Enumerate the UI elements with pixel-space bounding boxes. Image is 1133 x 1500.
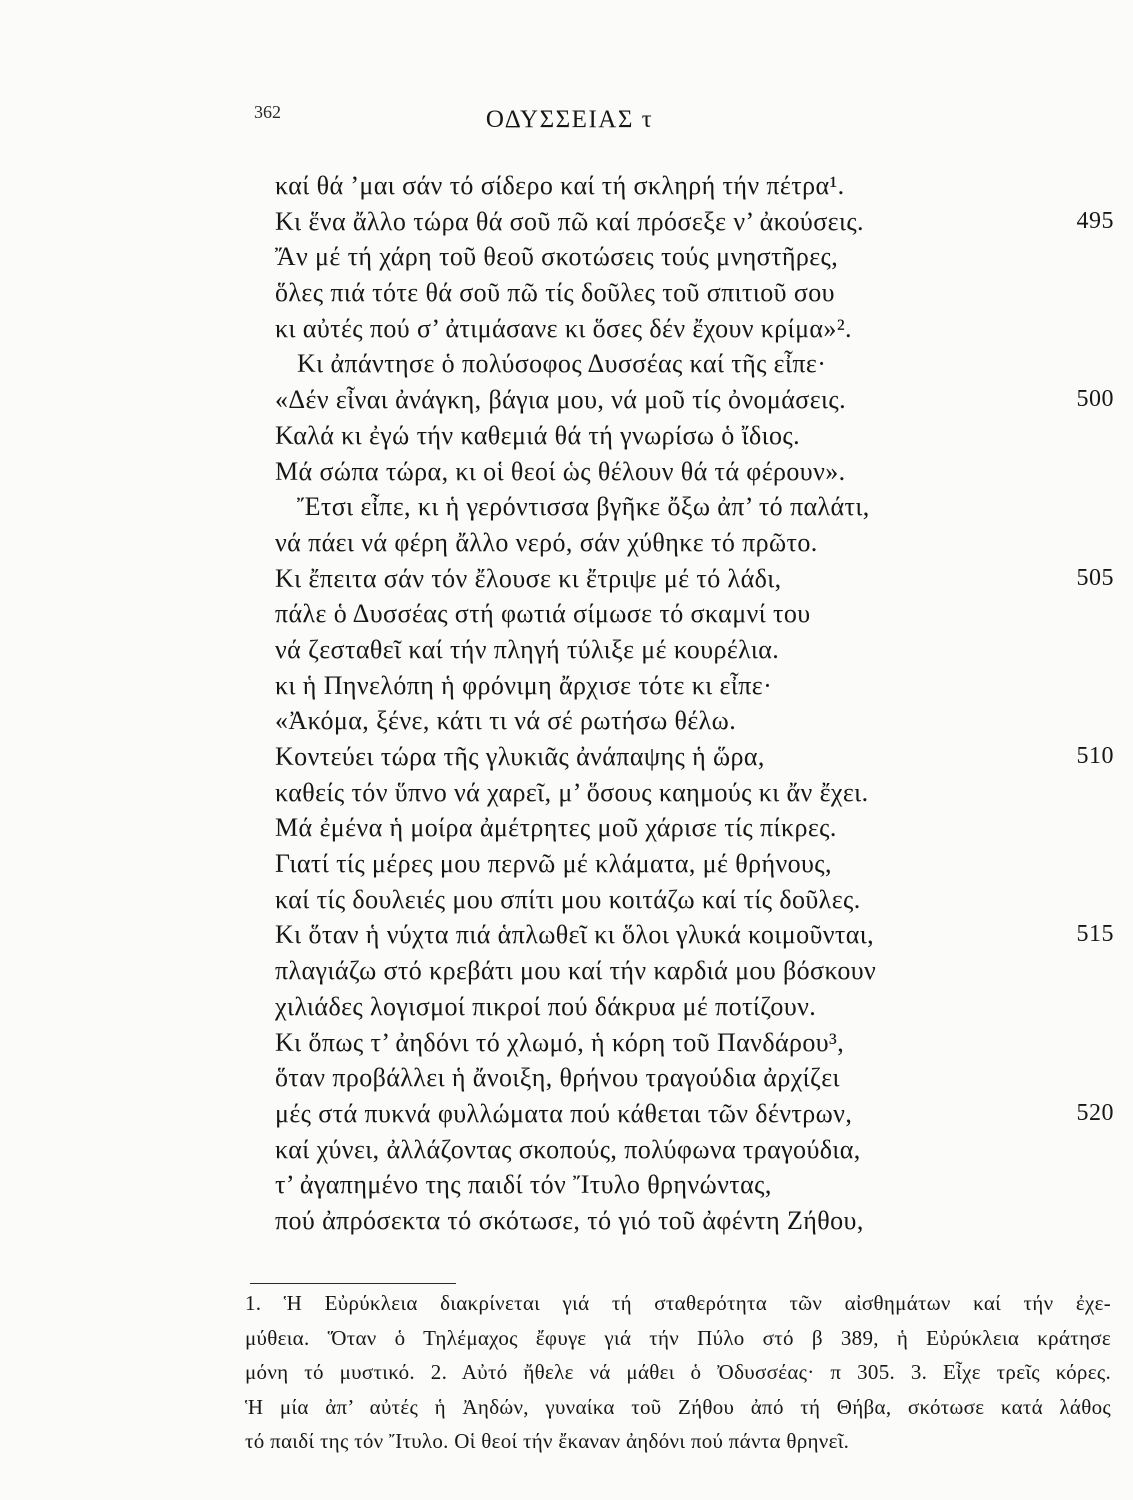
verse-line xyxy=(0,1060,1133,1096)
line-number: 505 xyxy=(1076,564,1114,591)
verse-line xyxy=(0,775,1133,811)
verse-line xyxy=(0,953,1133,989)
verse-text: Κι ἔπειτα σάν τόν ἔλουσε κι ἔτριψε μέ τό λάδι, xyxy=(275,563,782,593)
verse-line xyxy=(0,382,1133,418)
verse-text: κι ἡ Πηνελόπη ἡ φρόνιμη ἄρχισε τότε κι εἶπε· xyxy=(275,670,773,700)
verse-text: Κοντεύει τώρα τῆς γλυκιᾶς ἀνάπαψης ἡ ὥρα, xyxy=(275,742,765,771)
verse-text: ὅταν προβάλλει ἡ ἄνοιξη, θρήνου τραγούδια ἀρχίζει xyxy=(275,1063,840,1093)
verse-text: Κι ὅπως τ’ ἀηδόνι τό χλωμό, ἡ κόρη τοῦ Πανδάρου³, xyxy=(275,1027,845,1057)
verse-text: Καλά κι ἐγώ τήν καθεμιά θά τή γνωρίσω ὁ ἴδιος. xyxy=(275,420,801,450)
verse-text: καί θά ’μαι σάν τό σίδερο καί τή σκληρή τήν πέτρα¹. xyxy=(275,171,845,200)
verse-text: χιλιάδες λογισμοί πικροί πού δάκρυα μέ ποτίζουν. xyxy=(275,991,817,1021)
verse-line xyxy=(0,846,1133,882)
verse-text: καί τίς δουλειές μου σπίτι μου κοιτάζω καί τίς δοῦλες. xyxy=(275,884,861,914)
line-number: 515 xyxy=(1076,921,1114,948)
verse-line xyxy=(0,810,1133,846)
verse-text: Ἄν μέ τή χάρη τοῦ θεοῦ σκοτώσεις τούς μνηστῆρες, xyxy=(275,242,839,272)
verse-line xyxy=(0,239,1133,275)
verse-line xyxy=(0,668,1133,704)
footnote-line: 1. Ἡ Εὐρύκλεια διακρίνεται γιά τή σταθερότητα τῶν αἰσθημάτων καί τήν ἐχε- xyxy=(245,1291,1111,1315)
verse-text: κι αὐτές πού σ’ ἀτιμάσανε κι ὅσες δέν ἔχουν κρίμα»². xyxy=(275,313,852,343)
verse-text: καί χύνει, ἀλλάζοντας σκοπούς, πολύφωνα τραγούδια, xyxy=(275,1134,861,1164)
verse-line xyxy=(0,882,1133,918)
verse-line xyxy=(0,739,1133,775)
verse-line xyxy=(0,275,1133,311)
verse-text: νά πάει νά φέρη ἄλλο νερό, σάν χύθηκε τό πρῶτο. xyxy=(275,527,818,557)
verse-text: πλαγιάζω στό κρεβάτι μου καί τήν καρδιά μου βόσκουν xyxy=(275,956,877,986)
verse-text: πάλε ὁ Δυσσέας στή φωτιά σίμωσε τό σκαμνί του xyxy=(275,599,811,629)
footnote-line: μόνη τό μυστικό. 2. Αὐτό ἤθελε νά μάθει ὁ Ὀδυσσέας· π 305. 3. Εἶχε τρεῖς κόρες. xyxy=(245,1360,1111,1384)
verse-text: Κι ὅταν ἡ νύχτα πιά ἁπλωθεῖ κι ὅλοι γλυκά κοιμοῦνται, xyxy=(275,920,875,950)
footnote-separator xyxy=(250,1283,456,1284)
verse-text: καθείς τόν ὕπνο νά χαρεῖ, μ’ ὅσους καημούς κι ἄν ἔχει. xyxy=(275,777,869,807)
line-number: 510 xyxy=(1076,743,1114,769)
verse-text: «Ἀκόμα, ξένε, κάτι τι νά σέ ρωτήσω θέλω. xyxy=(275,706,737,736)
verse-line xyxy=(0,525,1133,561)
verse-text: Ἔτσι εἶπε, κι ἡ γερόντισσα βγῆκε ὄξω ἀπ’ τό παλάτι, xyxy=(297,492,870,522)
verse-line xyxy=(0,418,1133,454)
verse-line xyxy=(0,989,1133,1025)
line-number: 495 xyxy=(1076,207,1114,234)
verse-text: Μά ἐμένα ἡ μοίρα ἀμέτρητες μοῦ χάρισε τίς πίκρες. xyxy=(275,813,837,843)
verse-line xyxy=(0,1167,1133,1203)
footnotes xyxy=(245,1286,1111,1459)
line-number: 520 xyxy=(1076,1099,1114,1126)
footnote-line: μύθεια. Ὅταν ὁ Τηλέμαχος ἔφυγε γιά τήν Πύλο στό β 389, ἡ Εὐρύκλεια κράτησε xyxy=(245,1325,1111,1350)
verse-line xyxy=(0,632,1133,668)
verse-line xyxy=(0,168,1133,204)
verse-line xyxy=(0,454,1133,490)
verse-line xyxy=(0,561,1133,597)
verse-text: πού ἀπρόσεκτα τό σκότωσε, τό γιό τοῦ ἀφέντη Ζήθου, xyxy=(275,1205,864,1235)
verse-text: Γιατί τίς μέρες μου περνῶ μέ κλάματα, μέ θρήνους, xyxy=(275,849,832,879)
verse-line xyxy=(0,703,1133,739)
verse-text: τ’ ἀγαπημένο της παιδί τόν Ἴτυλο θρηνώντας, xyxy=(275,1170,772,1200)
verse-text: «Δέν εἶναι ἀνάγκη, βάγια μου, νά μοῦ τίς ὀνομάσεις. xyxy=(275,385,847,415)
line-number: 500 xyxy=(1076,386,1114,413)
verse-line xyxy=(0,1096,1133,1132)
verse-text: ὅλες πιά τότε θά σοῦ πῶ τίς δοῦλες τοῦ σπιτιοῦ σου xyxy=(275,278,835,308)
verse-text: νά ζεσταθεῖ καί τήν πληγή τύλιξε μέ κουρέλια. xyxy=(275,634,780,664)
footnote-line: τό παιδί της τόν Ἴτυλο. Οἱ θεοί τήν ἔκαναν ἀηδόνι πού πάντα θρηνεῖ. xyxy=(245,1429,850,1453)
verse-line xyxy=(0,1203,1133,1239)
verse-line xyxy=(0,346,1133,382)
footnote-line: Ἡ μία ἀπ’ αὐτές ἡ Ἀηδών, γυναίκα τοῦ Ζήθου ἀπό τή Θήβα, σκότωσε κατά λάθος xyxy=(245,1394,1111,1419)
verse-line xyxy=(0,1132,1133,1168)
verse-line xyxy=(0,311,1133,347)
verse-text: Μά σώπα τώρα, κι οἱ θεοί ὡς θέλουν θά τά φέρουν». xyxy=(275,456,846,486)
verse-line xyxy=(0,1025,1133,1061)
verse-line xyxy=(0,489,1133,525)
verse-line xyxy=(0,596,1133,632)
running-title: ΟΔΥΣΣΕΙΑΣ τ xyxy=(485,106,654,133)
verse-text: Κι ἀπάντησε ὁ πολύσοφος Δυσσέας καί τῆς εἶπε· xyxy=(297,349,827,379)
verse-line xyxy=(0,917,1133,953)
verse-text: μές στά πυκνά φυλλώματα πού κάθεται τῶν δέντρων, xyxy=(275,1098,853,1128)
verse-block xyxy=(0,168,1133,1239)
page-number: 362 xyxy=(254,102,281,122)
verse-line xyxy=(0,204,1133,240)
verse-text: Κι ἕνα ἄλλο τώρα θά σοῦ πῶ καί πρόσεξε ν’ ἀκούσεις. xyxy=(275,206,864,236)
